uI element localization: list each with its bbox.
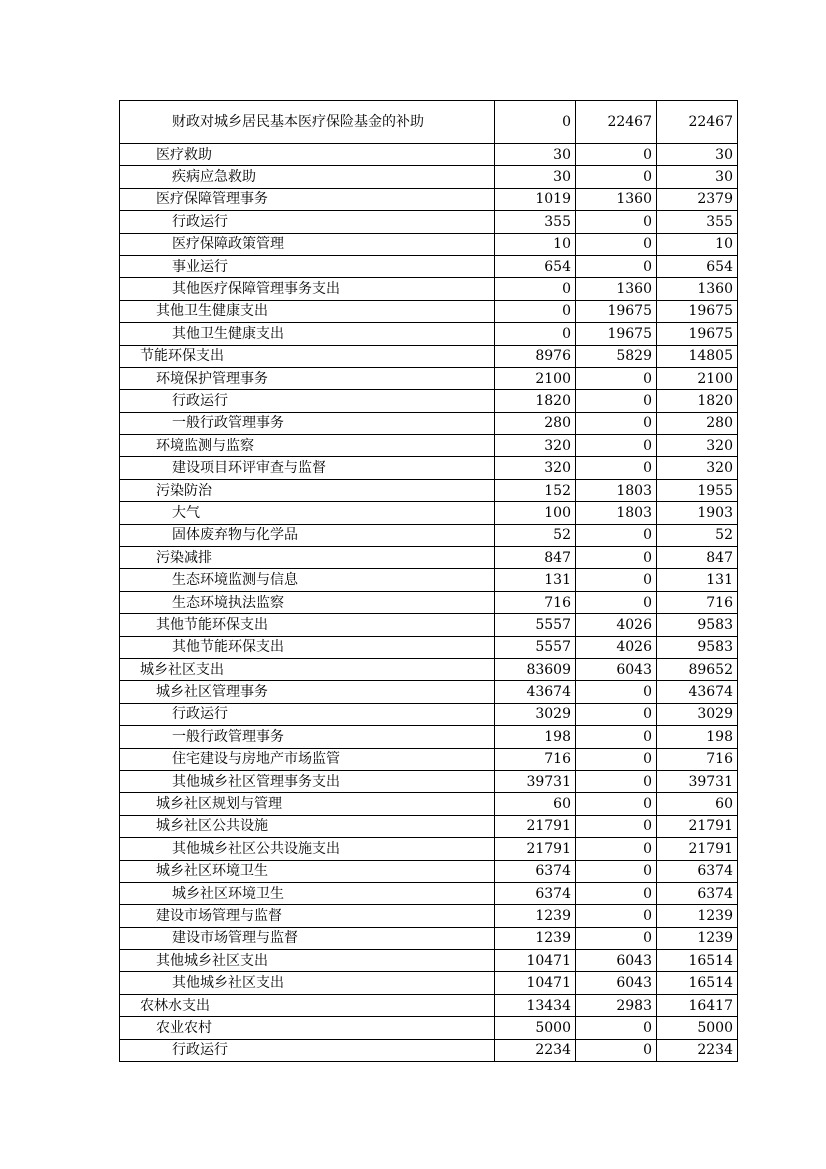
row-label: 建设市场管理与监督: [120, 927, 495, 949]
value-cell-col1: 39731: [495, 770, 576, 792]
value-cell-col3: 3029: [657, 703, 738, 725]
value-cell-col1: 198: [495, 726, 576, 748]
table-row: [120, 345, 738, 367]
value-cell-col2: 6043: [576, 950, 657, 972]
value-cell-col1: 5000: [495, 1017, 576, 1039]
value-cell-col2: 0: [576, 838, 657, 860]
table-row: [120, 681, 738, 703]
value-cell-col1: 320: [495, 457, 576, 479]
table-row: [120, 547, 738, 569]
value-cell-col2: 6043: [576, 658, 657, 680]
value-cell-col3: 89652: [657, 658, 738, 680]
row-label: 环境保护管理事务: [120, 367, 495, 389]
value-cell-col2: 1803: [576, 479, 657, 501]
table-row: [120, 591, 738, 613]
value-cell-col1: 1019: [495, 188, 576, 210]
value-cell-col1: 5557: [495, 614, 576, 636]
row-label: 住宅建设与房地产市场监管: [120, 748, 495, 770]
value-cell-col3: 355: [657, 211, 738, 233]
value-cell-col2: 5829: [576, 345, 657, 367]
value-cell-col1: 654: [495, 255, 576, 277]
value-cell-col3: 847: [657, 547, 738, 569]
budget-table-body: [120, 101, 738, 1062]
row-label: 行政运行: [120, 390, 495, 412]
value-cell-col1: 30: [495, 166, 576, 188]
value-cell-col1: 6374: [495, 860, 576, 882]
row-label: 其他城乡社区支出: [120, 972, 495, 994]
table-row: [120, 457, 738, 479]
table-row: [120, 144, 738, 166]
value-cell-col1: 2234: [495, 1039, 576, 1061]
value-cell-col2: 0: [576, 255, 657, 277]
table-row: [120, 101, 738, 144]
table-row: [120, 502, 738, 524]
value-cell-col2: 0: [576, 524, 657, 546]
value-cell-col1: 6374: [495, 882, 576, 904]
row-label: 固体废弃物与化学品: [120, 524, 495, 546]
value-cell-col1: 21791: [495, 838, 576, 860]
value-cell-col2: 4026: [576, 636, 657, 658]
table-row: [120, 211, 738, 233]
value-cell-col1: 10471: [495, 950, 576, 972]
row-label: 环境监测与监察: [120, 435, 495, 457]
table-row: [120, 815, 738, 837]
table-row: [120, 323, 738, 345]
table-row: [120, 1017, 738, 1039]
row-label: 财政对城乡居民基本医疗保险基金的补助: [120, 101, 495, 144]
table-row: [120, 390, 738, 412]
row-label: 农业农村: [120, 1017, 495, 1039]
value-cell-col2: 0: [576, 770, 657, 792]
value-cell-col2: 0: [576, 703, 657, 725]
value-cell-col2: 0: [576, 211, 657, 233]
value-cell-col1: 0: [495, 323, 576, 345]
row-label: 行政运行: [120, 703, 495, 725]
value-cell-col3: 131: [657, 569, 738, 591]
value-cell-col2: 0: [576, 815, 657, 837]
value-cell-col2: 2983: [576, 994, 657, 1016]
row-label: 行政运行: [120, 1039, 495, 1061]
row-label: 建设项目环评审查与监督: [120, 457, 495, 479]
value-cell-col3: 716: [657, 748, 738, 770]
value-cell-col2: 0: [576, 367, 657, 389]
row-label: 事业运行: [120, 255, 495, 277]
row-label: 城乡社区环境卫生: [120, 882, 495, 904]
value-cell-col1: 1820: [495, 390, 576, 412]
value-cell-col2: 0: [576, 412, 657, 434]
value-cell-col2: 0: [576, 748, 657, 770]
row-label: 生态环境执法监察: [120, 591, 495, 613]
table-row: [120, 524, 738, 546]
table-row: [120, 614, 738, 636]
value-cell-col1: 43674: [495, 681, 576, 703]
row-label: 城乡社区管理事务: [120, 681, 495, 703]
value-cell-col3: 39731: [657, 770, 738, 792]
value-cell-col1: 716: [495, 591, 576, 613]
table-row: [120, 569, 738, 591]
value-cell-col2: 0: [576, 1039, 657, 1061]
value-cell-col3: 22467: [657, 101, 738, 144]
row-label: 其他城乡社区公共设施支出: [120, 838, 495, 860]
value-cell-col1: 131: [495, 569, 576, 591]
value-cell-col2: 1360: [576, 188, 657, 210]
value-cell-col1: 83609: [495, 658, 576, 680]
table-row: [120, 479, 738, 501]
value-cell-col3: 280: [657, 412, 738, 434]
row-label: 其他卫生健康支出: [120, 300, 495, 322]
value-cell-col1: 52: [495, 524, 576, 546]
row-label: 城乡社区环境卫生: [120, 860, 495, 882]
row-label: 行政运行: [120, 211, 495, 233]
value-cell-col3: 6374: [657, 882, 738, 904]
value-cell-col2: 0: [576, 860, 657, 882]
value-cell-col2: 4026: [576, 614, 657, 636]
row-label: 建设市场管理与监督: [120, 905, 495, 927]
table-row: [120, 972, 738, 994]
table-row: [120, 278, 738, 300]
value-cell-col1: 10: [495, 233, 576, 255]
table-row: [120, 927, 738, 949]
value-cell-col3: 2379: [657, 188, 738, 210]
value-cell-col3: 9583: [657, 636, 738, 658]
value-cell-col1: 10471: [495, 972, 576, 994]
value-cell-col3: 1903: [657, 502, 738, 524]
value-cell-col1: 8976: [495, 345, 576, 367]
table-row: [120, 658, 738, 680]
value-cell-col3: 60: [657, 793, 738, 815]
value-cell-col1: 280: [495, 412, 576, 434]
value-cell-col3: 16417: [657, 994, 738, 1016]
table-row: [120, 412, 738, 434]
value-cell-col2: 1803: [576, 502, 657, 524]
value-cell-col1: 3029: [495, 703, 576, 725]
row-label: 一般行政管理事务: [120, 412, 495, 434]
row-label: 其他医疗保障管理事务支出: [120, 278, 495, 300]
value-cell-col3: 1239: [657, 905, 738, 927]
row-label: 医疗保障管理事务: [120, 188, 495, 210]
value-cell-col3: 654: [657, 255, 738, 277]
value-cell-col1: 847: [495, 547, 576, 569]
value-cell-col2: 1360: [576, 278, 657, 300]
value-cell-col2: 0: [576, 726, 657, 748]
value-cell-col3: 1360: [657, 278, 738, 300]
row-label: 其他节能环保支出: [120, 614, 495, 636]
table-row: [120, 233, 738, 255]
value-cell-col1: 30: [495, 144, 576, 166]
table-row: [120, 838, 738, 860]
table-row: [120, 636, 738, 658]
value-cell-col2: 19675: [576, 300, 657, 322]
value-cell-col2: 19675: [576, 323, 657, 345]
value-cell-col1: 716: [495, 748, 576, 770]
value-cell-col3: 9583: [657, 614, 738, 636]
value-cell-col3: 6374: [657, 860, 738, 882]
value-cell-col2: 0: [576, 681, 657, 703]
row-label: 医疗救助: [120, 144, 495, 166]
value-cell-col1: 21791: [495, 815, 576, 837]
budget-table: [119, 100, 738, 1062]
row-label: 农林水支出: [120, 994, 495, 1016]
value-cell-col3: 2100: [657, 367, 738, 389]
value-cell-col3: 52: [657, 524, 738, 546]
row-label: 医疗保障政策管理: [120, 233, 495, 255]
value-cell-col3: 19675: [657, 300, 738, 322]
row-label: 大气: [120, 502, 495, 524]
value-cell-col3: 21791: [657, 815, 738, 837]
value-cell-col3: 716: [657, 591, 738, 613]
row-label: 其他城乡社区支出: [120, 950, 495, 972]
row-label: 污染减排: [120, 547, 495, 569]
table-row: [120, 166, 738, 188]
value-cell-col3: 16514: [657, 972, 738, 994]
value-cell-col2: 0: [576, 882, 657, 904]
value-cell-col2: 0: [576, 547, 657, 569]
row-label: 生态环境监测与信息: [120, 569, 495, 591]
row-label: 疾病应急救助: [120, 166, 495, 188]
value-cell-col1: 1239: [495, 905, 576, 927]
value-cell-col3: 1955: [657, 479, 738, 501]
value-cell-col2: 0: [576, 435, 657, 457]
value-cell-col1: 5557: [495, 636, 576, 658]
value-cell-col2: 22467: [576, 101, 657, 144]
value-cell-col1: 100: [495, 502, 576, 524]
row-label: 污染防治: [120, 479, 495, 501]
value-cell-col2: 0: [576, 233, 657, 255]
value-cell-col3: 30: [657, 144, 738, 166]
value-cell-col3: 14805: [657, 345, 738, 367]
value-cell-col2: 0: [576, 793, 657, 815]
row-label: 一般行政管理事务: [120, 726, 495, 748]
table-row: [120, 950, 738, 972]
row-label: 节能环保支出: [120, 345, 495, 367]
table-row: [120, 726, 738, 748]
table-row: [120, 255, 738, 277]
value-cell-col3: 30: [657, 166, 738, 188]
value-cell-col1: 0: [495, 300, 576, 322]
value-cell-col3: 21791: [657, 838, 738, 860]
value-cell-col1: 0: [495, 101, 576, 144]
table-row: [120, 703, 738, 725]
value-cell-col2: 0: [576, 144, 657, 166]
value-cell-col2: 6043: [576, 972, 657, 994]
table-row: [120, 905, 738, 927]
value-cell-col3: 1820: [657, 390, 738, 412]
value-cell-col3: 320: [657, 457, 738, 479]
value-cell-col3: 198: [657, 726, 738, 748]
value-cell-col2: 0: [576, 591, 657, 613]
table-row: [120, 748, 738, 770]
table-row: [120, 793, 738, 815]
table-row: [120, 1039, 738, 1061]
value-cell-col1: 1239: [495, 927, 576, 949]
value-cell-col1: 152: [495, 479, 576, 501]
value-cell-col1: 2100: [495, 367, 576, 389]
row-label: 城乡社区公共设施: [120, 815, 495, 837]
table-row: [120, 860, 738, 882]
value-cell-col3: 1239: [657, 927, 738, 949]
value-cell-col2: 0: [576, 166, 657, 188]
table-row: [120, 300, 738, 322]
value-cell-col3: 16514: [657, 950, 738, 972]
row-label: 城乡社区规划与管理: [120, 793, 495, 815]
value-cell-col3: 43674: [657, 681, 738, 703]
value-cell-col2: 0: [576, 390, 657, 412]
value-cell-col1: 355: [495, 211, 576, 233]
value-cell-col3: 2234: [657, 1039, 738, 1061]
value-cell-col1: 320: [495, 435, 576, 457]
value-cell-col2: 0: [576, 927, 657, 949]
value-cell-col1: 0: [495, 278, 576, 300]
value-cell-col1: 13434: [495, 994, 576, 1016]
value-cell-col1: 60: [495, 793, 576, 815]
value-cell-col3: 320: [657, 435, 738, 457]
value-cell-col2: 0: [576, 457, 657, 479]
table-row: [120, 367, 738, 389]
table-row: [120, 770, 738, 792]
value-cell-col3: 19675: [657, 323, 738, 345]
table-row: [120, 435, 738, 457]
value-cell-col3: 10: [657, 233, 738, 255]
table-row: [120, 882, 738, 904]
row-label: 其他节能环保支出: [120, 636, 495, 658]
row-label: 其他卫生健康支出: [120, 323, 495, 345]
row-label: 城乡社区支出: [120, 658, 495, 680]
value-cell-col3: 5000: [657, 1017, 738, 1039]
value-cell-col2: 0: [576, 905, 657, 927]
value-cell-col2: 0: [576, 1017, 657, 1039]
table-row: [120, 188, 738, 210]
row-label: 其他城乡社区管理事务支出: [120, 770, 495, 792]
table-row: [120, 994, 738, 1016]
value-cell-col2: 0: [576, 569, 657, 591]
